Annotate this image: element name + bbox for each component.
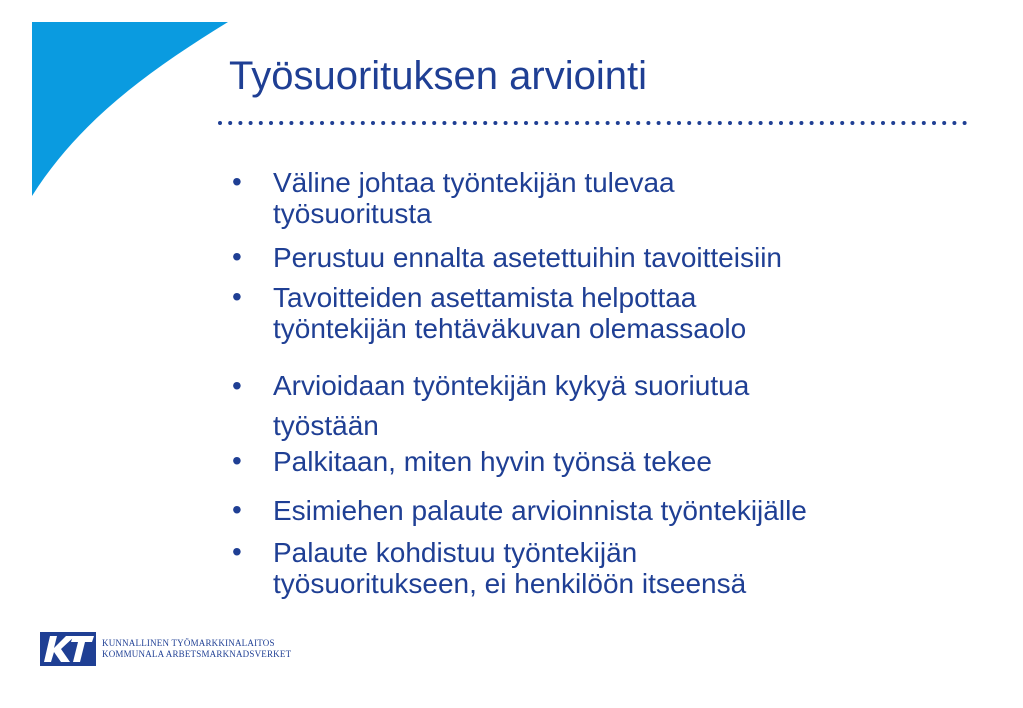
bullet-marker: •	[232, 281, 242, 312]
bullet-marker: •	[232, 370, 242, 401]
bullet-line: työsuoritukseen, ei henkilöön itseensä	[273, 568, 747, 599]
bullet-marker: •	[232, 494, 242, 525]
bullet-marker: •	[232, 536, 242, 567]
bullet-item	[229, 495, 989, 526]
dotted-divider	[217, 119, 977, 127]
organization-name-finnish: KUNNALLINEN TYÖMARKKINALAITOS	[102, 638, 275, 648]
bullet-line: työsuoritusta	[273, 198, 432, 229]
bullet-item	[229, 366, 989, 446]
organization-name	[102, 638, 291, 660]
bullet-item	[229, 537, 989, 599]
bullet-line: Tavoitteiden asettamista helpottaa	[273, 282, 697, 313]
bullet-line: Väline johtaa työntekijän tulevaa	[273, 167, 675, 198]
bullet-item	[229, 167, 989, 229]
bullet-line: Esimiehen palaute arvioinnista työntekijälle	[273, 495, 807, 526]
organization-name-swedish: KOMMUNALA ARBETSMARKNADSVERKET	[102, 649, 292, 659]
bullet-item	[229, 446, 989, 477]
bullet-line: Palaute kohdistuu työntekijän	[273, 537, 638, 568]
kt-logo-icon	[40, 632, 96, 666]
corner-decoration	[0, 0, 230, 200]
bullet-item	[229, 282, 989, 344]
bullet-line: Perustuu ennalta asetettuihin tavoitteisiin	[273, 242, 782, 273]
bullet-line: Arvioidaan työntekijän kykyä suoriutua	[273, 370, 750, 401]
bullet-marker: •	[232, 166, 242, 197]
bullet-marker: •	[232, 445, 242, 476]
bullet-line: työstään	[273, 410, 379, 441]
bullet-line: Palkitaan, miten hyvin työnsä tekee	[273, 446, 712, 477]
bullet-marker: •	[232, 241, 242, 272]
organization-logo	[40, 632, 291, 666]
slide-title: Työsuorituksen arviointi	[229, 54, 647, 98]
bullet-item	[229, 242, 989, 273]
bullet-line: työntekijän tehtäväkuvan olemassaolo	[273, 313, 747, 344]
